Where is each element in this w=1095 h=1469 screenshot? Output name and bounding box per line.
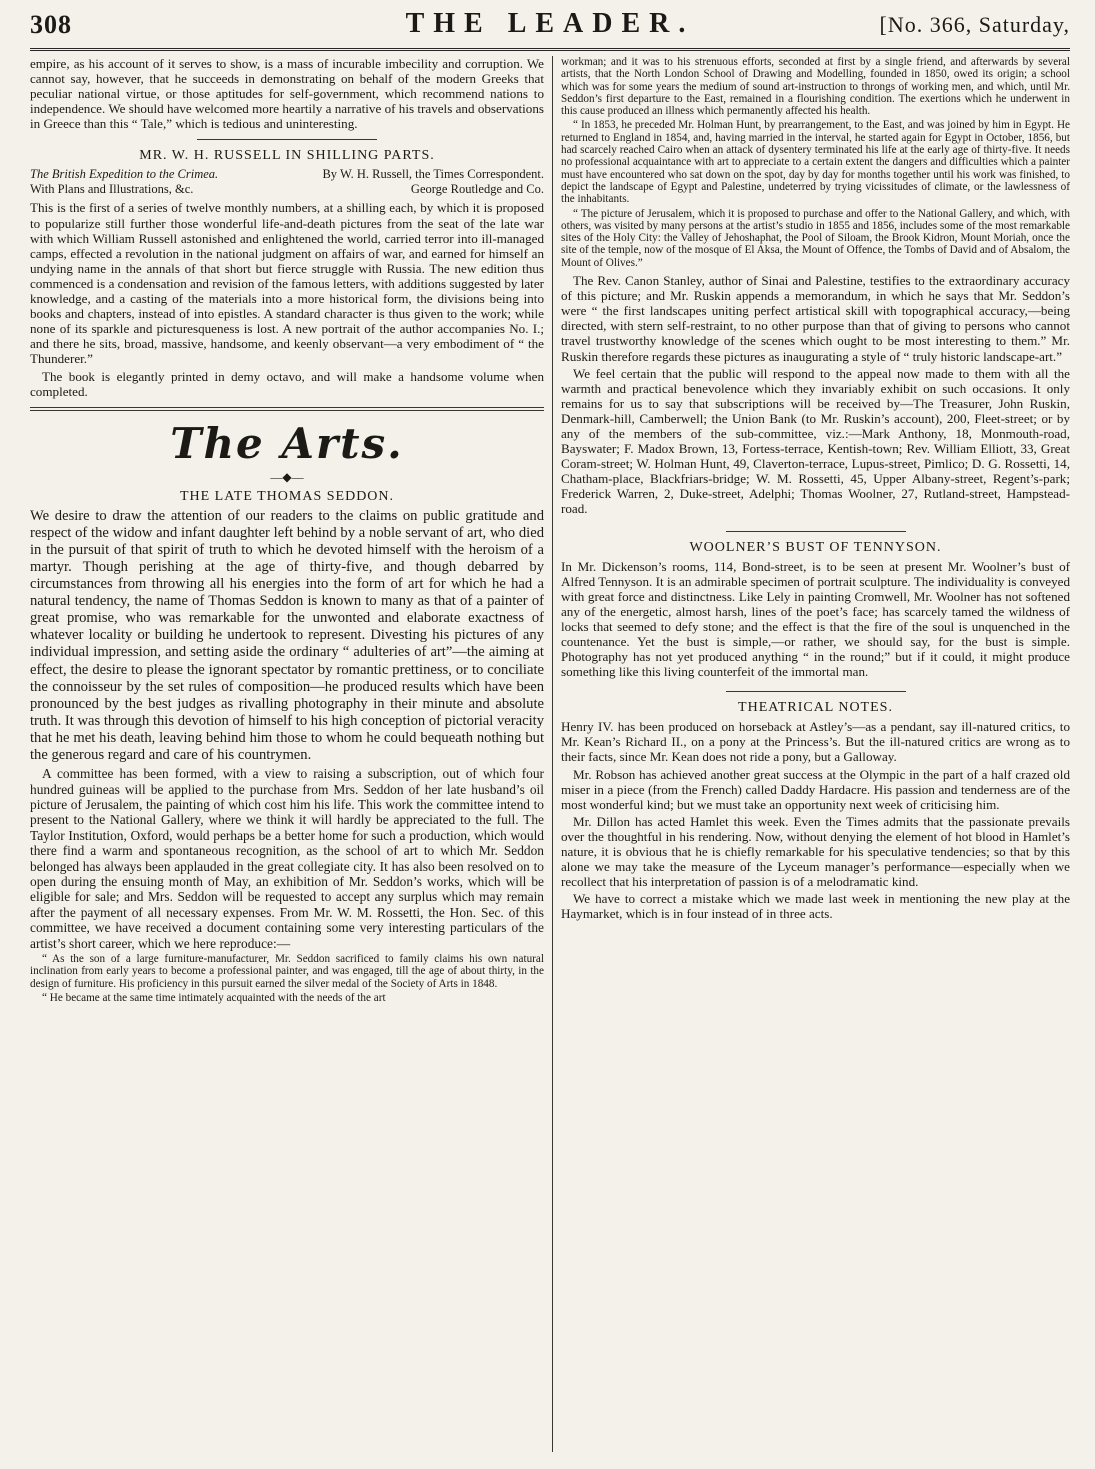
divider (726, 691, 906, 692)
column-right (561, 56, 1070, 1452)
russell-publisher-line (30, 182, 544, 197)
seddon-article (30, 489, 544, 1004)
issue-info: [No. 366, Saturday, (879, 12, 1070, 37)
theatre-heading: THEATRICAL NOTES. (738, 700, 893, 716)
greece-review-end: empire, as his account of it serves to show, is a mass of incurable imbecility and corruption. We cannot say, however, that he succeeds in demonstrating on behalf of the modern Greeks that peculiar national virtue, or those aptitudes for self-government, which recommend nations to independence. We should have welcomed more heartily a narrative of his travels and observations in Greece than this “ Tale,” which is tedious and uninteresting. (30, 56, 544, 132)
seddon-quote-5: “ The picture of Jerusalem, which it is proposed to purchase and offer to the National Gallery, and which, with others, was visited by many persons at the artist’s studio in 1855 and 1856, includes some of the most remarkable sites of the Holy City: the Valley of Jehoshaphat, the Pool of Siloam, the Brook Kidron, Mount Moriah, once the site of the temple, now of the mosque of El Aksa, the Mount of Offence, the Tombs of David and of Absalom, the Mount of Olives.” (561, 207, 1070, 269)
newspaper-page (30, 8, 1070, 1463)
masthead (30, 8, 1070, 51)
theatre-paragraph-4: We have to correct a mistake which we made last week in mentioning the new play at the Haymarket, which is in four instead of in three acts. (561, 891, 1070, 922)
woolner-paragraph-1: In Mr. Dickenson’s rooms, 114, Bond-street, is to be seen at present Mr. Woolner’s bust of Alfred Tennyson. It is an admirable specimen of portrait sculpture. The individuality is conveyed with great force and distinctness. Like Lely in painting Cromwell, Mr. Woolner has not softened any of the energetic, almost harsh, lines of the poet’s face; has scarcely tamed the wildness of locks that seemed to defy stone; and the effect is that the fire of the soul is unquenched in the countenance. Yet the bust is simple,—or rather, we should say, for the bust is simple. Photography has not yet produced anything “ in the round;” but if it could, it might produce something like this living counterfeit of the immortal man. (561, 558, 1070, 680)
seddon-quote-1: “ As the son of a large furniture-manufacturer, Mr. Seddon sacrificed to family claims his own natural inclination from early years to become a professional painter, and was engaged, till the age of about thirty, in the design of furniture. His proficiency in this pursuit earned the silver medal of the Society of Arts in 1848. (30, 952, 544, 990)
seddon-paragraph-7: We feel certain that the public will respond to the appeal now made to them with all the warmth and practical benevolence which they invariably exhibit on such occasions. It only remains for us to say that subscriptions will be received by—The Treasurer, John Ruskin, Denmark-hill, Camberwell; the Union Bank (to Mr. Ruskin’s account), 200, Fleet-street; or by any of the members of the sub-committee, viz.:—Mark Anthony, 18, Monmouth-road, Bayswater; F. Madox Brown, 13, Fortess-terrace, Kentish-town; Rev. William Elliott, 33, Great Coram-street; W. Holman Hunt, 49, Claverton-terrace, Lupus-street, Pimlico; D. G. Rossetti, 14, Chatham-place, Blackfriars-bridge; W. M. Rossetti, 45, Upper Albany-street, Regent’s-park; Frederick Warren, 2, Duke-street, Adelphi; Thomas Woolner, 27, Rutland-street, Hampstead-road. (561, 365, 1070, 517)
seddon-quote-4: “ In 1853, he preceded Mr. Holman Hunt, by prearrangement, to the East, and was joined by him in Egypt. He returned to England in 1854, and, having married in the interval, he started again for Egypt in October, 1856, but had scarcely reached Cairo when an attack of dysentery terminated his life at the early age of thirty-five. It needs no professional acquaintance with art to appreciate to a certain extent the dangers and difficulties which a painter must have encountered who sat down on the spot, day by day for months together until his work was finished, to depict the landscape of Egypt and Palestine, undeterred by trying vicissitudes of climate, or the lawlessness of the inhabitants. (561, 119, 1070, 206)
newspaper-title: THE LEADER. (405, 8, 695, 39)
theatre-paragraph-1: Henry IV. has been produced on horseback at Astley’s—as a pendant, say ill-natured critics, to Mr. Kean’s Richard II., on a pony at the Princess’s. But the ill-natured critics are wrong as to their facts, since Mr. Kean does not ride a pony, but a Galloway. (561, 719, 1070, 765)
divider (726, 531, 906, 532)
divider (197, 139, 377, 140)
russell-subtitle (30, 167, 544, 182)
column-rule (552, 56, 553, 1452)
seddon-paragraph-6: The Rev. Canon Stanley, author of Sinai and Palestine, testifies to the extraordinary accuracy of this picture; and Mr. Ruskin appends a memorandum, in which he says that Mr. Seddon’s were “ the first landscapes uniting perfect artistical skill with topographical accuracy,—being directed, with stern self-restraint, to no other purpose than that of giving to persons who cannot travel trustworthy knowledge of the scenes which ought to be most interesting to them.” Mr. Ruskin therefore regards these pictures as inaugurating a style of “ truly historic landscape-art.” (561, 273, 1070, 364)
seddon-quote-3: workman; and it was to his strenuous efforts, seconded at first by a single friend, and afterwards by several artists, that the North London School of Drawing and Modelling, founded in 1850, owed its origin; a school which was for some years the medium of sound art-instruction to throngs of working men, and which, until Mr. Seddon’s first departure to the East, remained in a flourishing condition. The exertions which he underwent in this cause produced an illness which permanently affected his health. (561, 56, 1070, 118)
russell-paragraph-1: This is the first of a series of twelve monthly numbers, at a shilling each, by which it is proposed to popularize still further those wonderful life-and-death pictures from the seat of the late war with which William Russell astonished and enlightened the world, carried terror into ill-managed camps, effected a revolution in the national judgment on affairs of war, and earned for himself an undying name in the annals of that short but fierce struggle with Russia. The new edition thus commenced is a condensation and revision of the famous letters, with additions suggested by later knowledge, and a casting of the materials into a more historical form, the divisions being into books and chapters, instead of into epistles. A standard character is thus given to the work; while none of its sparkle and picturesqueness is lost. A new portrait of the author accompanies No. I.; and there he sits, broad, massive, handsome, and keenly observant—a very embodiment of “ the Thunderer.” (30, 200, 544, 367)
section-divider (30, 407, 544, 411)
russell-book-title: The British Expedition to the Crimea. (30, 167, 219, 182)
seddon-paragraph-2: A committee has been formed, with a view to raising a subscription, out of which four hundred guineas will be applied to the purchase from Mrs. Seddon of her late husband’s oil picture of Jerusalem, the painting of which cost him his life. This work the committee intend to present to the National Gallery, where we think it will hardly be appreciated to the full. The Taylor Institution, Oxford, would perhaps be a better home for such a production, which would there find a warm and spontaneous recognition, as the school of art to which Mr. Seddon belonged has always been applauded in the great collegiate city. It has also been resolved on to open during the ensuing month of May, an exhibition of Mr. Seddon’s works, which will be eligible for sale; and Mrs. Seddon will be requested to accept any surplus which may remain after the payment of all necessary expenses. From Mr. W. M. Rossetti, the Hon. Sec. of this committee, we have received a document containing some very interesting particulars of the artist’s short career, which we here reproduce:— (30, 766, 544, 951)
woolner-heading: WOOLNER’S BUST OF TENNYSON. (689, 539, 942, 555)
arts-section-title: The Arts. (170, 418, 404, 468)
theatre-paragraph-2: Mr. Robson has achieved another great success at the Olympic in the part of a half crazed old miser in a piece (from the French) called Daddy Hardacre. His passion and tenderness are of the most wonderful kind; but we must take an opportunity next week of criticising him. (561, 766, 1070, 812)
russell-book-author: By W. H. Russell, the Times Correspondent. (322, 167, 544, 182)
arts-ornament: —◆— (270, 469, 304, 484)
woolner-article (561, 540, 1070, 680)
russell-paragraph-2: The book is elegantly printed in demy octavo, and will make a handsome volume when completed. (30, 368, 544, 399)
theatrical-notes (561, 700, 1070, 921)
russell-plans: With Plans and Illustrations, &c. (30, 182, 194, 197)
seddon-paragraph-1: We desire to draw the attention of our readers to the claims on public gratitude and respect of the widow and infant daughter left behind by a noble servant of art, who died in the pursuit of that spirit of truth to which he devoted himself with the heroism of a martyr. Though perishing at the age of thirty-five, and though debarred by circumstances from throwing all his energies into the form of art for which he had a natural tendency, the name of Thomas Seddon is known to many as that of a painter of great promise, who was remarkable for the unwonted and elaborate exactness of whatever locality or building he undertook to represent. Divesting his pictures of any individual impression, and setting aside the ordinary “ adulteries of art”—the aiming at effect, the desire to please the ignorant spectator by romantic prettiness, or to conciliate the connoisseur by the set rules of composition—he produced results which have been pronounced by the best judges as rivalling photography in their minute and absolute truth. It was through this devotion of himself to his high conception of pictorial veracity that he met his death, leaving behind him those to whom he could bequeath nothing but the generous regard and care of his countrymen. (30, 507, 544, 763)
russell-publisher: George Routledge and Co. (410, 182, 544, 197)
theatre-paragraph-3: Mr. Dillon has acted Hamlet this week. Even the Times admits that the passionate prevails over the thoughtful in his rendering. Now, without denying the element of hot blood in Hamlet’s nature, it is obvious that he is chiefly remarkable for his speculative tendencies; so that by this alone we may take the measure of the Lyceum manager’s performance—especially when we recollect that his interpretation of passion is of a melodramatic kind. (561, 813, 1070, 890)
seddon-heading: THE LATE THOMAS SEDDON. (179, 488, 395, 504)
page-number: 308 (30, 10, 72, 39)
column-left (30, 56, 544, 1452)
russell-article (30, 148, 544, 398)
seddon-quote-2: “ He became at the same time intimately acquainted with the needs of the art (42, 991, 386, 1004)
russell-heading: MR. W. H. RUSSELL IN SHILLING PARTS. (139, 148, 435, 164)
